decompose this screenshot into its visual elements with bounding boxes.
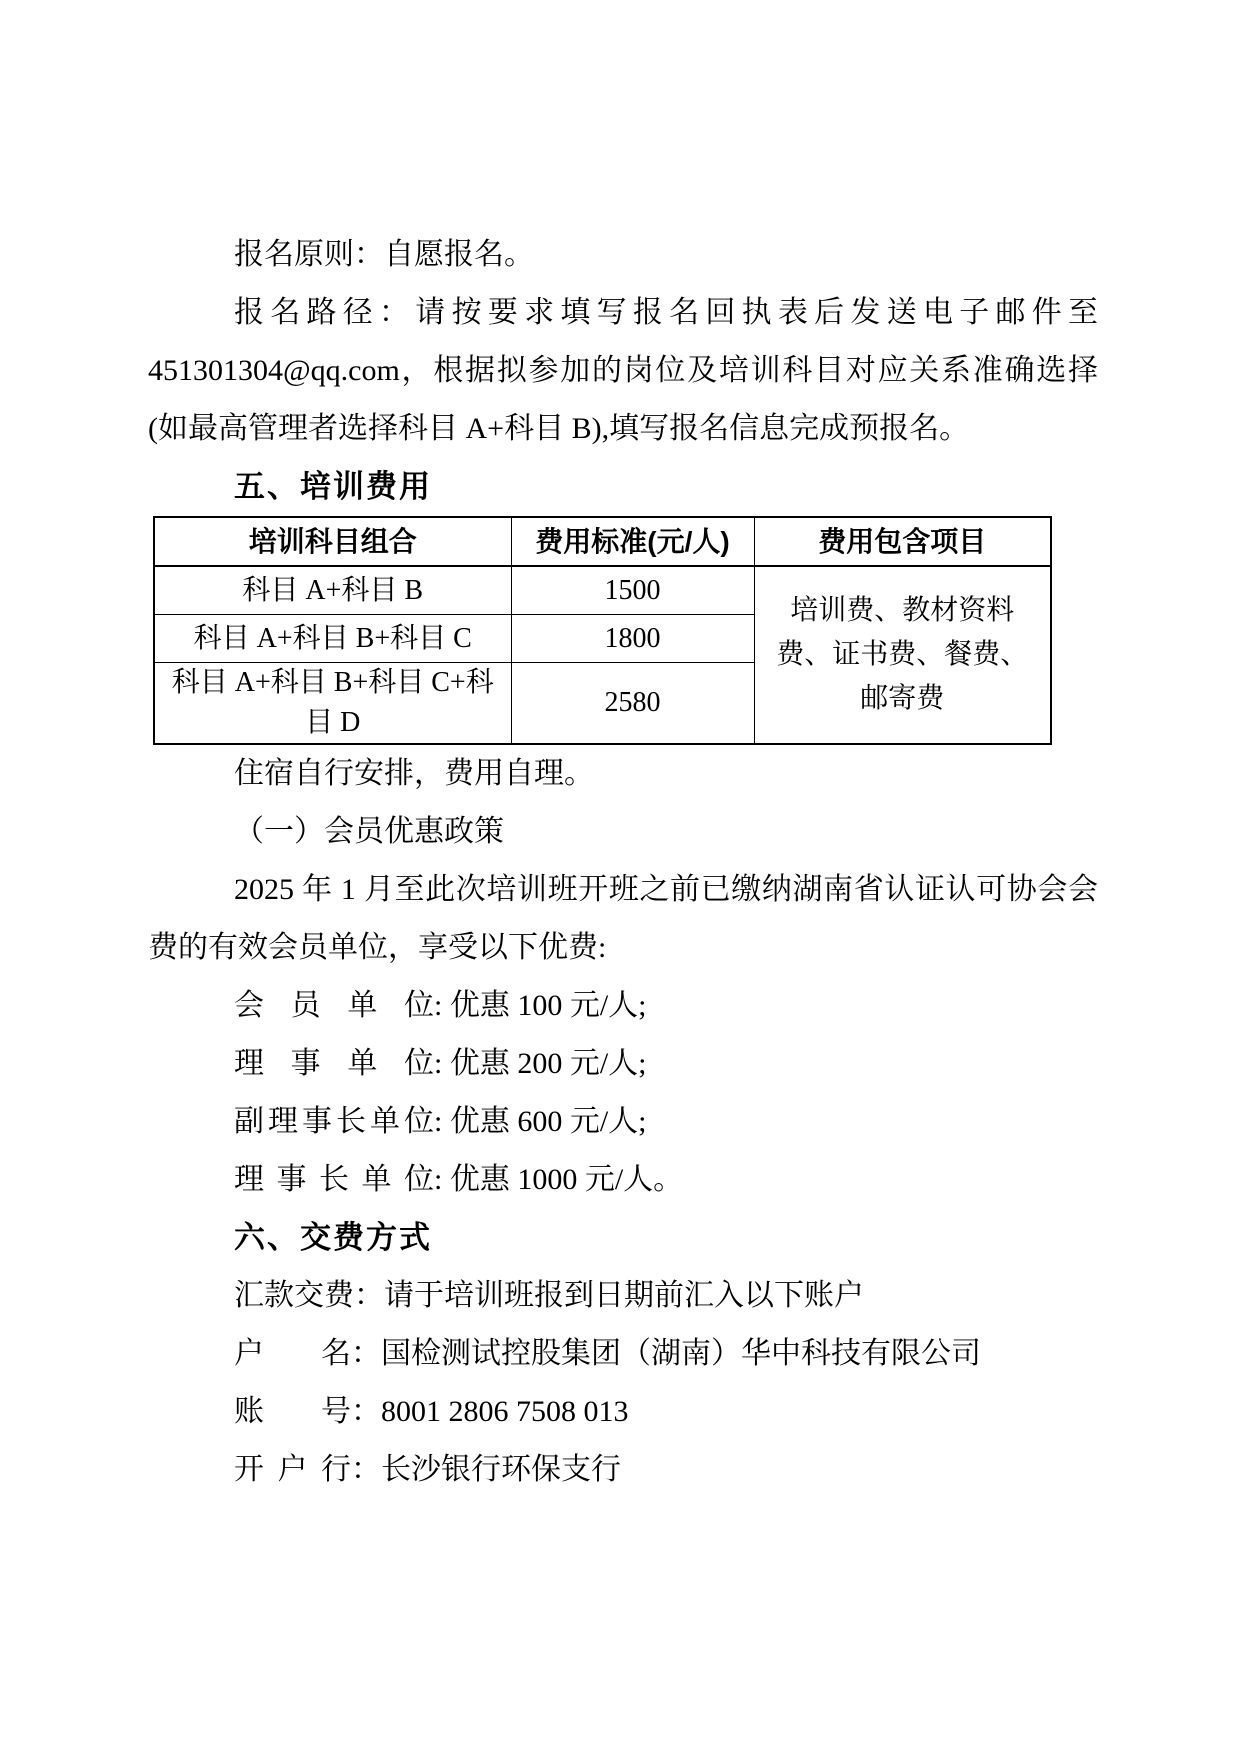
- column-header-fee-standard: 费用标准(元/人): [511, 517, 754, 566]
- account-line-bank: [148, 1441, 1098, 1499]
- discount-line-vice-chairman: [148, 1093, 1098, 1151]
- discount-value: : 优惠 200 元/人;: [434, 1047, 647, 1080]
- paragraph-enrollment-path: 报名路径：请按要求填写报名回执表后发送电子邮件至 451301304@qq.com，根据拟参加的岗位及培训科目对应关系准确选择(如最高管理者选择科目 A+科目 B),填写报名信息完成预报名。: [148, 296, 1098, 445]
- discount-label: 副理事长单位: [234, 1105, 434, 1138]
- account-label: 开户行: [234, 1453, 351, 1486]
- discount-label: 会员单位: [234, 989, 434, 1022]
- subheading-member-discount-policy: （一）会员优惠政策: [234, 815, 504, 848]
- table-header-row: [154, 517, 1051, 566]
- discount-value: : 优惠 1000 元/人。: [434, 1163, 684, 1196]
- cell-combo-abc: 科目 A+科目 B+科目 C: [154, 615, 511, 663]
- account-line-number: [148, 1383, 1098, 1441]
- discount-line-director: [148, 1035, 1098, 1093]
- cell-fee-abc: 1800: [511, 615, 754, 663]
- member-policy-intro: 2025 年 1 月至此次培训班开班之前已缴纳湖南省认证认可协会会费的有效会员单位，享受以下优费:: [148, 873, 1098, 964]
- discount-line-member: [148, 977, 1098, 1035]
- cell-included-items: 培训费、教材资料费、证书费、餐费、邮寄费: [754, 566, 1051, 744]
- discount-label: 理事单位: [234, 1047, 434, 1080]
- cell-combo-ab: 科目 A+科目 B: [154, 566, 511, 615]
- paragraph-enrollment-principle: 报名原则：自愿报名。: [234, 238, 534, 271]
- section-heading-training-fees: 五、培训费用: [234, 469, 432, 504]
- account-value: ：8001 2806 7508 013: [351, 1395, 629, 1428]
- remittance-instruction: 汇款交费：请于培训班报到日期前汇入以下账户: [234, 1279, 864, 1312]
- account-line-holder-name: [148, 1325, 1098, 1383]
- column-header-subject-combo: 培训科目组合: [154, 517, 511, 566]
- table-row: [154, 566, 1051, 615]
- note-accommodation: 住宿自行安排，费用自理。: [234, 757, 594, 790]
- account-label: 户名: [234, 1337, 351, 1370]
- account-label: 账号: [234, 1395, 351, 1428]
- account-value: ：国检测试控股集团（湖南）华中科技有限公司: [351, 1337, 981, 1370]
- discount-value: : 优惠 100 元/人;: [434, 989, 647, 1022]
- training-fees-table: [153, 516, 1052, 745]
- discount-label: 理事长单位: [234, 1163, 434, 1196]
- cell-fee-ab: 1500: [511, 566, 754, 615]
- cell-combo-abcd: 科目 A+科目 B+科目 C+科目 D: [154, 663, 511, 745]
- section-heading-payment-method: 六、交费方式: [234, 1220, 432, 1255]
- discount-line-chairman: [148, 1151, 1098, 1209]
- column-header-fee-includes: 费用包含项目: [754, 517, 1051, 566]
- account-value: ：长沙银行环保支行: [351, 1453, 621, 1486]
- cell-fee-abcd: 2580: [511, 663, 754, 745]
- discount-value: : 优惠 600 元/人;: [434, 1105, 647, 1138]
